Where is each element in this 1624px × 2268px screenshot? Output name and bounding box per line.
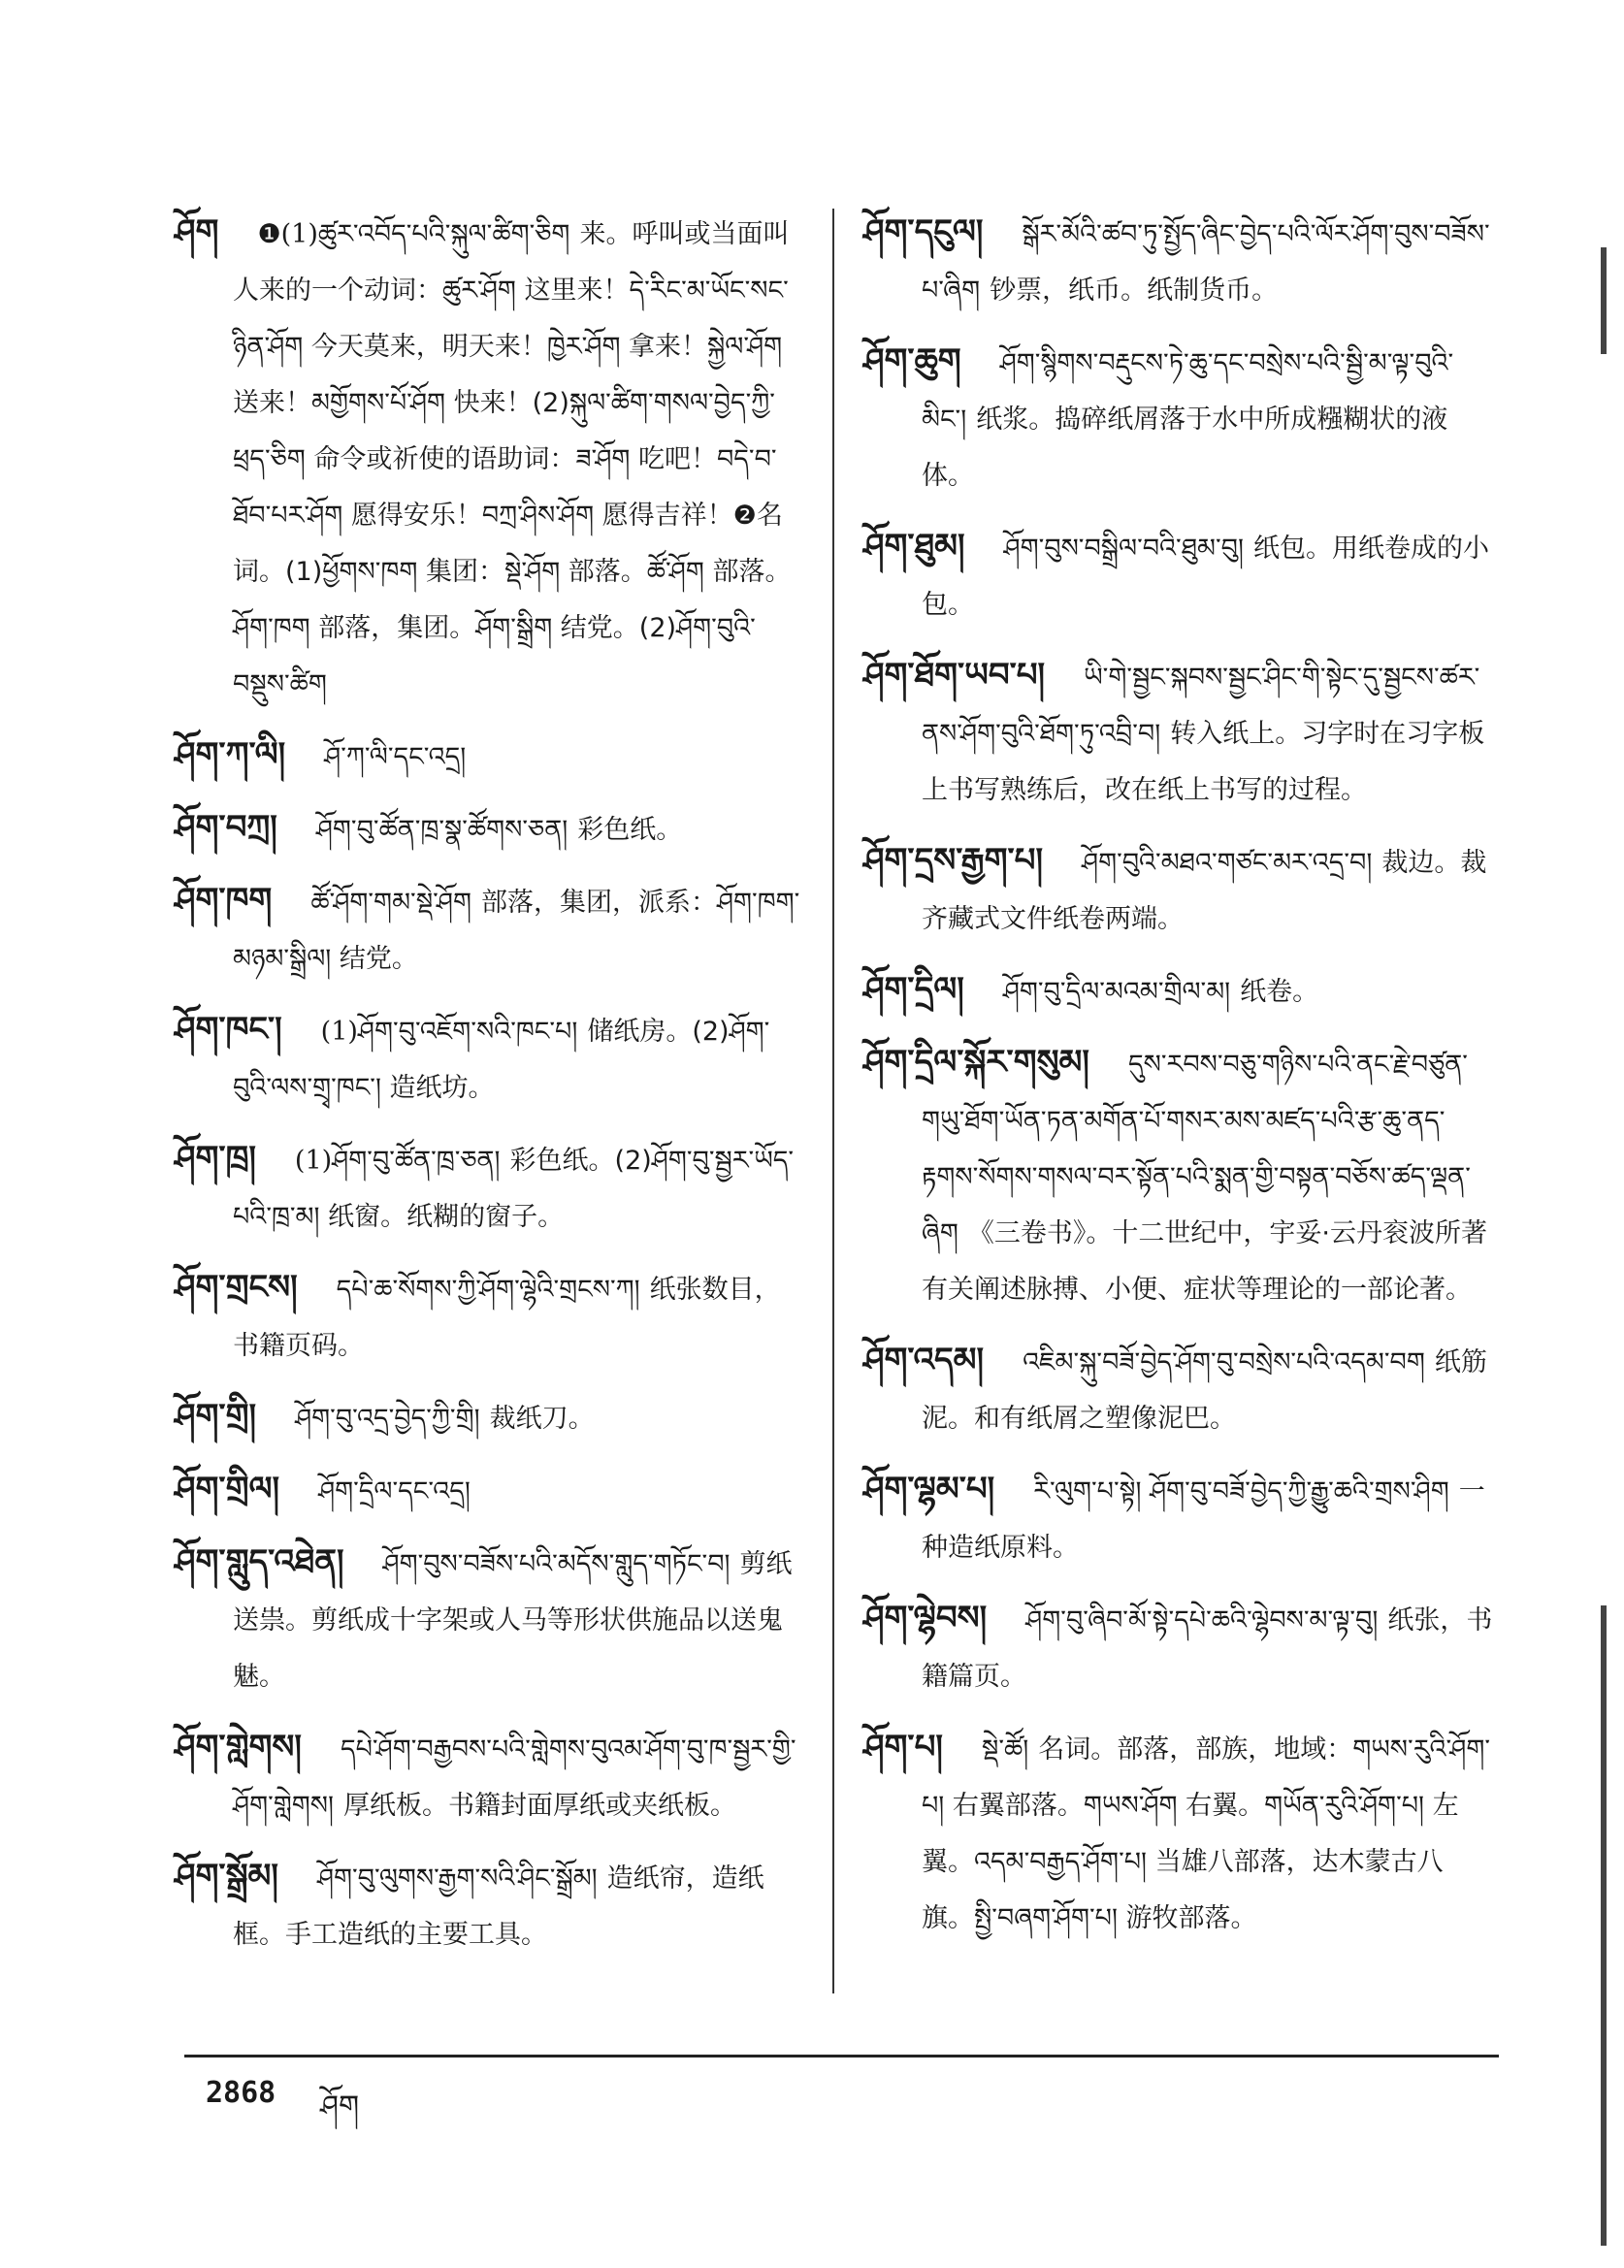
dictionary-entry	[175, 204, 805, 713]
entry-definition: 造纸帘，造纸框。手工造纸的主要工具。	[233, 1863, 764, 1950]
dictionary-entry	[175, 1001, 805, 1117]
entry-headword: ཤོག་ལྷམ་པ།	[863, 1470, 995, 1508]
entry-headword: ཤོག	[175, 212, 219, 251]
dictionary-entry	[175, 727, 805, 786]
entry-tibetan-gloss: ཤོག་དྲིལ་དང་འདྲ།	[318, 1476, 471, 1507]
entry-headword: ཤོག་གྲི།	[175, 1397, 257, 1436]
entry-tibetan-gloss: ཤོག་བུས་བསྒྲིལ་བའི་ཐུམ་བུ།	[1003, 534, 1244, 564]
entry-headword: ཤོག་ཁྲ།	[175, 1139, 256, 1178]
running-head: ཤོག	[320, 2090, 360, 2123]
dictionary-entry	[863, 647, 1494, 819]
dictionary-entry	[863, 333, 1494, 504]
entry-headword: ཤོག་ཀ་ལི།	[175, 735, 286, 774]
entry-definition: 储纸房。(2)ཤོག་བུའི་ལས་གྲྭ་ཁང་། 造纸坊。	[233, 1017, 770, 1103]
entry-tibetan-gloss: སྒོར་མོའི་ཚབ་ཏུ་སྤྱོད་ཞིང་བྱེད་པའི་ལོར་ཤོག་བུས་བཟོས་པ་ཞིག	[922, 219, 1490, 306]
entry-definition: 一种造纸原料。	[922, 1476, 1485, 1563]
entry-definition: 裁边。裁齐藏式文件纸卷两端。	[922, 848, 1487, 934]
entry-headword: ཤོག་གྲིལ།	[175, 1470, 280, 1508]
entry-definition: 纸卷。	[1240, 977, 1319, 1007]
dictionary-entry	[863, 1332, 1494, 1447]
entry-definition: 裁纸刀。	[489, 1404, 595, 1434]
dictionary-entry	[863, 518, 1494, 633]
dictionary-entry	[175, 1130, 805, 1246]
entry-tibetan-gloss: རི་ལུག་པ་སྟེ། ཤོག་བུ་བཟོ་བྱེད་ཀྱི་རྒྱུ་ཆའི་གྲས་ཤིག	[1033, 1476, 1449, 1507]
entry-headword: ཤོག་ཐོག་ཡབ་པ།	[863, 656, 1046, 695]
entry-tibetan-gloss: (1)ཤོག་བུ་འཇོག་སའི་ཁང་པ།	[320, 1017, 578, 1047]
entry-headword: ཤོག་དྲས་རྒྱག་པ།	[863, 841, 1043, 880]
entry-definition: 厚纸板。书籍封面厚纸或夹纸板。	[342, 1791, 736, 1821]
entry-tibetan-gloss: ཤོག་བུ་ཚོན་ཁྲ་སྣ་ཚོགས་ཅན།	[315, 815, 568, 845]
entry-tibetan-gloss: ཤོག་བུས་བཟོས་པའི་མདོས་གླུད་གཏོང་བ།	[382, 1549, 731, 1579]
dictionary-entry	[863, 1719, 1494, 1947]
entry-tibetan-gloss: ཤོག་སྙིགས་བརྡུངས་ཏེ་ཆུ་དང་བསྲེས་པའི་སྦྱི་མ་ལྟ་བུའི་མིང་།	[922, 348, 1454, 435]
entry-tibetan-gloss: འཇིམ་སྐུ་བཟོ་བྱེད་ཤོག་བུ་བསྲེས་པའི་འདམ་བག	[1023, 1347, 1425, 1377]
entry-tibetan-gloss: (1)ཤོག་བུ་ཚོན་ཁྲ་ཅན།	[294, 1146, 501, 1176]
entry-headword: ཤོག་གླུད་འཐེན།	[175, 1542, 344, 1581]
dictionary-entry	[175, 1259, 805, 1375]
column-divider	[832, 209, 834, 1993]
entry-headword: ཤོག་འདམ།	[863, 1341, 985, 1379]
entry-definition: 纸筋泥。和有纸屑之塑像泥巴。	[922, 1347, 1487, 1434]
entry-definition: 纸张数目，书籍页码。	[233, 1275, 781, 1361]
dictionary-entry	[863, 1034, 1494, 1318]
entry-tibetan-gloss: ཤོག་བུ་འདྲ་བྱེད་ཀྱི་གྲི།	[295, 1404, 480, 1434]
entry-definition: 名词。部落，部族，地域：གཡས་རུའི་ཤོག་པ། 右翼部落。གཡས་ཤོག 右翼。གཡོན་རུའི་ཤོག་པ། 左翼。འདམ་བརྒྱད་ཤོག་པ། 当雄八部落，达木蒙古八旗。སྤྱི་བཞག་ཤོག་པ། 游牧部落。	[922, 1734, 1491, 1933]
entry-tibetan-gloss: དུས་རབས་བཅུ་གཉིས་པའི་ནང་རྗེ་བཙུན་གཡུ་ཐོག་ཡོན་ཏན་མགོན་པོ་གསར་མས་མཛད་པའི་རྩ་ཆུ་ནད་རྟགས་སོགས་གསལ་བར་སྟོན་པའི་སྨན་གྱི་བསྟན་བཅོས་ཚད་ལྡན་ཞིག	[922, 1050, 1471, 1248]
dictionary-entry	[863, 961, 1494, 1021]
scan-edge-mark	[1601, 1605, 1607, 2246]
entry-definition: 部落，集团，派系：ཤོག་ཁག་མཉམ་སྒྲིལ། 结党。	[233, 888, 800, 974]
dictionary-entry	[863, 1590, 1494, 1705]
entry-headword: ཤོག་དྲིལ་སྐོར་གསུམ།	[863, 1043, 1089, 1082]
page-number: 2868	[206, 2076, 276, 2110]
left-column	[175, 204, 805, 1977]
entry-definition: 彩色纸。	[577, 815, 683, 845]
entry-definition: 纸张，书籍篇页。	[922, 1605, 1493, 1692]
dictionary-entry	[863, 204, 1494, 319]
entry-headword: ཤོག་དྲིལ།	[863, 970, 964, 1009]
entry-headword: ཤོག་པ།	[863, 1728, 943, 1766]
entry-tibetan-gloss: ཤོག་བུ་ལུགས་རྒྱག་སའི་ཤིང་སྒྲོམ།	[316, 1863, 598, 1894]
scan-edge-mark	[1601, 247, 1607, 354]
entry-tibetan-gloss: དཔེ་ཆ་སོགས་ཀྱི་ཤོག་ལྷེའི་གྲངས་ཀ།	[336, 1275, 640, 1305]
entry-headword: ཤོག་དངུལ།	[863, 212, 984, 251]
entry-definition: 剪纸送祟。剪纸成十字架或人马等形状供施品以送鬼魅。	[233, 1549, 793, 1692]
entry-tibetan-gloss: ཤོག་བུ་དྲིལ་མའམ་གྲིལ་མ།	[1002, 977, 1231, 1007]
entry-headword: ཤོག་ཐུམ།	[863, 527, 965, 566]
dictionary-entry	[175, 1461, 805, 1520]
dictionary-entry	[863, 832, 1494, 948]
entry-definition: 《三卷书》。十二世纪中，宇妥·云丹衮波所著有关阐述脉搏、小便、症状等理论的一部论著。	[922, 1218, 1488, 1305]
entry-tibetan-gloss: ཤོག་བུ་ཞིབ་མོ་སྟེ་དཔེ་ཆའི་ལྷེབས་མ་ལྟ་བུ།	[1025, 1605, 1379, 1636]
entry-headword: ཤོག་ཆུག	[863, 341, 961, 380]
entry-headword: ཤོག་གླེགས།	[175, 1728, 302, 1766]
entry-headword: ཤོག་ཁང་།	[175, 1010, 282, 1049]
dictionary-entry	[175, 1848, 805, 1963]
footer-rule	[184, 2055, 1499, 2057]
entry-definition: 转入纸上。习字时在习字板上书写熟练后，改在纸上书写的过程。	[922, 719, 1485, 805]
entry-headword: ཤོག་སྒྲོམ།	[175, 1857, 278, 1895]
entry-definition: 纸包。用纸卷成的小包。	[922, 534, 1489, 620]
entry-definition: 彩色纸。(2)ཤོག་བུ་སྦྱར་ཡོད་པའི་ཁྲ་མ། 纸窗。纸糊的窗子。	[233, 1146, 795, 1232]
entry-tibetan-gloss: ཤོག་བུའི་མཐའ་གཙང་མར་འདྲ་བ།	[1082, 848, 1373, 878]
entry-definition: 钞票，纸币。纸制货币。	[990, 275, 1279, 306]
dictionary-entry	[863, 1461, 1494, 1576]
entry-definition: 纸浆。捣碎纸屑落于水中所成糨糊状的液体。	[922, 405, 1448, 491]
entry-headword: ཤོག་ཁག	[175, 881, 273, 920]
entry-tibetan-gloss: ཡི་གེ་སྦྱང་སྐབས་སྦྱང་ཤིང་གི་སྟེང་དུ་སྦྱངས་ཚར་ནས་ཤོག་བུའི་ཐོག་ཏུ་འབྲི་བ།	[922, 663, 1480, 749]
dictionary-entry	[175, 799, 805, 859]
entry-tibetan-gloss: སྡེ་ཚོ།	[981, 1734, 1029, 1765]
entry-tibetan-gloss: དཔེ་ཤོག་བརྒྱབས་པའི་གླེགས་བུའམ་ཤོག་བུ་ཁ་སྦྱར་གྱི་ཤོག་གླེགས།	[233, 1734, 796, 1821]
dictionary-entry	[175, 1534, 805, 1705]
dictionary-entry	[175, 1719, 805, 1834]
entry-headword: ཤོག་གྲངས།	[175, 1268, 298, 1307]
dictionary-entry	[175, 872, 805, 988]
entry-definition: 来。呼叫或当面叫人来的一个动词：ཚུར་ཤོག 这里来！དེ་རིང་མ་ཡོང་སང་ཉིན་ཤོག 今天莫来，明天来！ཁྱེར་ཤོག 拿来！སྐྱེལ་ཤོག 送来！མགྱོགས་པོ་ཤོག 快来！(2)སྐུལ་ཚིག་གསལ་བྱེད་ཀྱི་ཕྲད་ཅིག 命令或祈使的语助词：ཟ་ཤོག 吃吧！བདེ་བ་ཐོབ་པར་ཤོག 愿得安乐！བཀྲ་ཤིས་ཤོག 愿得吉祥！❷名词。(1)ཕྱོགས་ཁག 集团：སྡེ་ཤོག 部落。ཚོ་ཤོག 部落。ཤོག་ཁག 部落，集团。ཤོག་སྒྲིག 结党。(2)ཤོག་བུའི་བསྡུས་ཚིག	[233, 219, 792, 699]
entry-headword: ཤོག་ལྷེབས།	[863, 1599, 988, 1637]
entry-tibetan-gloss: ❶(1)ཚུར་འབོད་པའི་སྐུལ་ཚིག་ཅིག	[257, 219, 570, 249]
entry-tibetan-gloss: ཚོ་ཤོག་གམ་སྡེ་ཤོག	[310, 888, 471, 918]
entry-tibetan-gloss: ཤོ་ཀ་ལི་དང་འདྲ།	[324, 742, 467, 772]
dictionary-entry	[175, 1388, 805, 1447]
entry-headword: ཤོག་བཀྲ།	[175, 808, 277, 847]
right-column	[863, 204, 1494, 1960]
